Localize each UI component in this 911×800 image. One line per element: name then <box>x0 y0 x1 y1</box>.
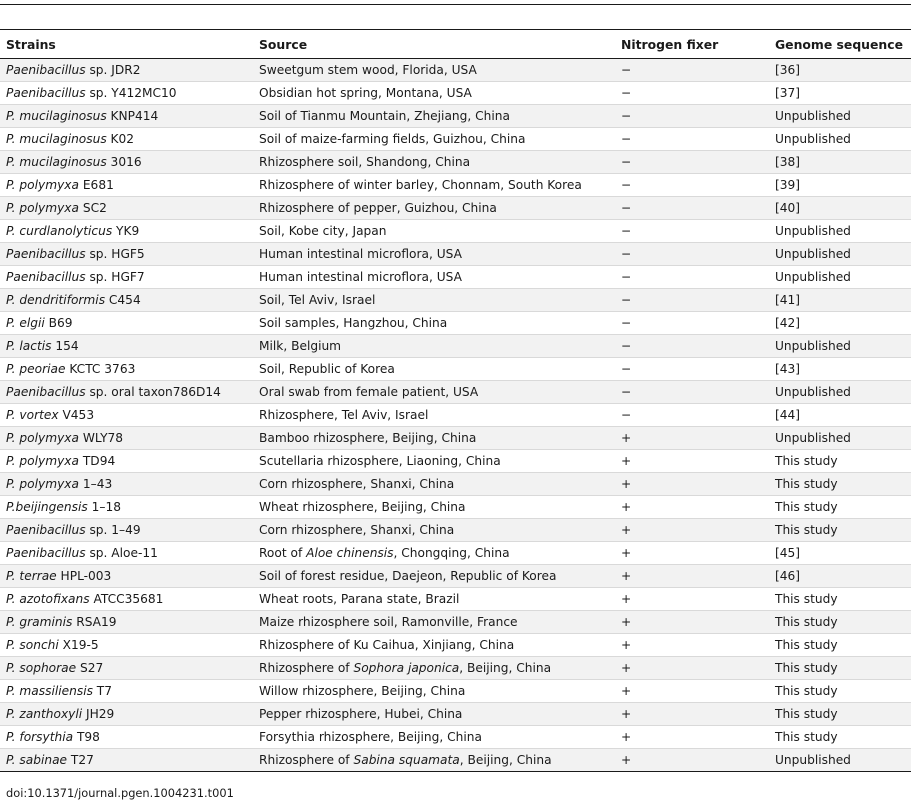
genome-sequence-cell: Unpublished <box>769 243 911 266</box>
strain-cell <box>0 703 253 726</box>
strain-species-name: P. sonchi <box>6 638 59 652</box>
source-cell <box>253 565 615 588</box>
source-text: Sweetgum stem wood, Florida, USA <box>259 63 477 77</box>
genome-sequence-cell: [38] <box>769 151 911 174</box>
table-row <box>0 82 911 105</box>
source-cell <box>253 542 615 565</box>
nitrogen-fixer-cell: − <box>615 335 769 358</box>
table-row <box>0 657 911 680</box>
table-row <box>0 358 911 381</box>
source-text: Rhizosphere soil, Shandong, China <box>259 155 471 169</box>
source-text: Rhizosphere of winter barley, Chonnam, South Korea <box>259 178 582 192</box>
genome-sequence-cell: Unpublished <box>769 381 911 404</box>
table-row <box>0 427 911 450</box>
source-cell <box>253 128 615 151</box>
source-cell <box>253 243 615 266</box>
source-text: Human intestinal microflora, USA <box>259 270 462 284</box>
genome-sequence-cell: [41] <box>769 289 911 312</box>
source-text: Rhizosphere, Tel Aviv, Israel <box>259 408 429 422</box>
source-text: Scutellaria rhizosphere, Liaoning, China <box>259 454 501 468</box>
strain-cell <box>0 565 253 588</box>
source-cell <box>253 657 615 680</box>
table-row <box>0 128 911 151</box>
source-text: Obsidian hot spring, Montana, USA <box>259 86 472 100</box>
strain-species-name: P.beijingensis <box>6 500 88 514</box>
source-cell <box>253 404 615 427</box>
source-text: Rhizosphere of <box>259 661 354 675</box>
strain-designation: K02 <box>106 132 135 146</box>
genome-sequence-cell: [43] <box>775 362 801 376</box>
source-cell <box>253 680 615 703</box>
nitrogen-fixer-cell: + <box>615 473 769 496</box>
header-source: Source <box>253 30 615 59</box>
strain-designation: SC2 <box>78 201 107 215</box>
genome-sequence-cell: [37] <box>775 86 801 100</box>
strain-species-name: P. sabinae <box>6 753 68 767</box>
source-cell <box>253 703 615 726</box>
table-row <box>0 496 911 519</box>
table-row <box>0 174 911 197</box>
source-text: Pepper rhizosphere, Hubei, China <box>259 707 463 721</box>
source-text: , Chongqing, China <box>393 546 510 560</box>
nitrogen-fixer-cell: − <box>615 243 769 266</box>
strain-designation: E681 <box>78 178 114 192</box>
strain-cell <box>0 289 253 312</box>
strain-designation: sp. oral taxon786D14 <box>85 385 221 399</box>
source-text: Oral swab from female patient, USA <box>259 385 479 399</box>
strain-designation: JH29 <box>82 707 115 721</box>
source-cell <box>253 174 615 197</box>
source-text: Corn rhizosphere, Shanxi, China <box>259 523 455 537</box>
strain-designation: X19-5 <box>58 638 99 652</box>
nitrogen-fixer-cell: − <box>621 408 632 422</box>
header-strains: Strains <box>0 30 253 59</box>
source-cell <box>253 588 615 611</box>
genome-sequence-cell: [40] <box>769 197 911 220</box>
table-row <box>0 680 911 703</box>
source-text: Wheat roots, Parana state, Brazil <box>259 592 460 606</box>
source-cell <box>253 312 615 335</box>
strain-designation: S27 <box>76 661 104 675</box>
genome-sequence-cell: This study <box>775 500 838 514</box>
table-row <box>0 312 911 335</box>
nitrogen-fixer-cell: − <box>621 316 632 330</box>
source-cell <box>253 220 615 243</box>
strain-species-name: P. elgii <box>6 316 45 330</box>
strain-cell <box>0 473 253 496</box>
strain-cell <box>0 749 253 772</box>
source-text: Forsythia rhizosphere, Beijing, China <box>259 730 482 744</box>
table-row <box>0 726 911 749</box>
genome-sequence-cell: This study <box>775 592 838 606</box>
strain-cell <box>0 82 253 105</box>
genome-sequence-cell: This study <box>775 454 838 468</box>
strain-designation: HPL-003 <box>56 569 112 583</box>
source-text: Wheat rhizosphere, Beijing, China <box>259 500 466 514</box>
strain-species-name: P. vortex <box>6 408 59 422</box>
genome-sequence-cell: This study <box>775 730 838 744</box>
source-text: Milk, Belgium <box>259 339 342 353</box>
source-text: Soil of Tianmu Mountain, Zhejiang, China <box>259 109 510 123</box>
strain-designation: 3016 <box>106 155 142 169</box>
strain-designation: sp. Aloe-11 <box>85 546 158 560</box>
source-cell <box>253 59 615 82</box>
source-cell <box>253 335 615 358</box>
genome-sequence-cell: Unpublished <box>769 427 911 450</box>
table-row <box>0 59 911 82</box>
source-text: Soil of maize-farming fields, Guizhou, China <box>259 132 526 146</box>
source-text: Soil, Kobe city, Japan <box>259 224 387 238</box>
table-row <box>0 519 911 542</box>
strain-cell <box>0 450 253 473</box>
genome-sequence-cell: This study <box>775 638 838 652</box>
table-row <box>0 588 911 611</box>
genome-sequence-cell: [39] <box>775 178 801 192</box>
strain-cell <box>0 174 253 197</box>
source-text: Rhizosphere of <box>259 753 354 767</box>
source-cell <box>253 450 615 473</box>
strain-cell <box>0 726 253 749</box>
source-text: Maize rhizosphere soil, Ramonville, France <box>259 615 518 629</box>
top-rule <box>0 4 911 5</box>
source-cell <box>253 151 615 174</box>
nitrogen-fixer-cell: − <box>615 105 769 128</box>
table-row <box>0 289 911 312</box>
strain-designation: KCTC 3763 <box>65 362 136 376</box>
table-row <box>0 450 911 473</box>
genome-sequence-cell: [46] <box>769 565 911 588</box>
strain-species-name: P. polymyxa <box>6 201 79 215</box>
table-row <box>0 565 911 588</box>
source-species-name: Sophora japonica <box>353 661 460 675</box>
strain-cell <box>0 404 253 427</box>
table-row <box>0 703 911 726</box>
strain-designation: B69 <box>44 316 73 330</box>
nitrogen-fixer-cell: + <box>621 546 632 560</box>
strain-cell <box>0 381 253 404</box>
nitrogen-fixer-cell: + <box>621 730 632 744</box>
genome-sequence-cell: This study <box>769 519 911 542</box>
strain-cell <box>0 657 253 680</box>
source-cell <box>253 266 615 289</box>
strain-cell <box>0 496 253 519</box>
strain-species-name: Paenibacillus <box>6 385 86 399</box>
strain-cell <box>0 243 253 266</box>
genome-sequence-cell: [42] <box>775 316 801 330</box>
strain-designation: WLY78 <box>78 431 124 445</box>
strain-species-name: Paenibacillus <box>6 270 86 284</box>
source-text: Rhizosphere of pepper, Guizhou, China <box>259 201 497 215</box>
nitrogen-fixer-cell: − <box>621 132 632 146</box>
strain-cell <box>0 151 253 174</box>
strain-species-name: P. mucilaginosus <box>6 132 107 146</box>
source-text: Rhizosphere of Ku Caihua, Xinjiang, China <box>259 638 515 652</box>
nitrogen-fixer-cell: + <box>615 519 769 542</box>
nitrogen-fixer-cell: + <box>615 749 769 772</box>
nitrogen-fixer-cell: − <box>621 178 632 192</box>
table-header <box>0 30 911 59</box>
nitrogen-fixer-cell: + <box>615 427 769 450</box>
strain-species-name: P. sophorae <box>6 661 77 675</box>
genome-sequence-cell: Unpublished <box>769 335 911 358</box>
genome-sequence-cell: [36] <box>769 59 911 82</box>
source-text: Human intestinal microflora, USA <box>259 247 462 261</box>
strain-species-name: P. zanthoxyli <box>6 707 83 721</box>
source-cell <box>253 358 615 381</box>
table-row <box>0 197 911 220</box>
table-row <box>0 611 911 634</box>
table-body <box>0 59 911 772</box>
strain-designation: T98 <box>73 730 100 744</box>
genome-sequence-cell: Unpublished <box>769 749 911 772</box>
strain-species-name: P. terrae <box>6 569 57 583</box>
strain-designation: sp. HGF5 <box>85 247 145 261</box>
genome-sequence-cell: Unpublished <box>775 224 851 238</box>
table-row <box>0 151 911 174</box>
strain-designation: C454 <box>105 293 141 307</box>
strain-cell <box>0 634 253 657</box>
strain-designation: 154 <box>51 339 79 353</box>
source-cell <box>253 473 615 496</box>
strain-species-name: P. azotofixans <box>6 592 90 606</box>
source-cell <box>253 519 615 542</box>
strain-species-name: P. massiliensis <box>6 684 93 698</box>
strain-species-name: P. curdlanolyticus <box>6 224 113 238</box>
nitrogen-fixer-cell: − <box>615 289 769 312</box>
source-cell <box>253 634 615 657</box>
source-cell <box>253 197 615 220</box>
strain-species-name: Paenibacillus <box>6 86 86 100</box>
nitrogen-fixer-cell: + <box>621 684 632 698</box>
table-row <box>0 381 911 404</box>
strain-species-name: P. polymyxa <box>6 477 79 491</box>
strain-designation: KNP414 <box>106 109 159 123</box>
strain-cell <box>0 588 253 611</box>
nitrogen-fixer-cell: + <box>615 565 769 588</box>
table-row <box>0 473 911 496</box>
strain-species-name: P. mucilaginosus <box>6 109 107 123</box>
header-row <box>0 30 911 59</box>
source-text: Willow rhizosphere, Beijing, China <box>259 684 466 698</box>
nitrogen-fixer-cell: + <box>621 592 632 606</box>
source-species-name: Sabina squamata <box>353 753 460 767</box>
nitrogen-fixer-cell: − <box>615 59 769 82</box>
strain-designation: YK9 <box>112 224 140 238</box>
strain-species-name: P. forsythia <box>6 730 74 744</box>
table-row <box>0 542 911 565</box>
source-cell <box>253 82 615 105</box>
strain-cell <box>0 427 253 450</box>
strain-species-name: Paenibacillus <box>6 247 86 261</box>
nitrogen-fixer-cell: + <box>615 657 769 680</box>
source-cell <box>253 726 615 749</box>
genome-sequence-cell: Unpublished <box>775 270 851 284</box>
source-cell <box>253 611 615 634</box>
strain-cell <box>0 358 253 381</box>
table-row <box>0 634 911 657</box>
nitrogen-fixer-cell: − <box>621 86 632 100</box>
strain-designation: T27 <box>67 753 94 767</box>
source-cell <box>253 427 615 450</box>
genome-sequence-cell: This study <box>769 703 911 726</box>
strain-cell <box>0 335 253 358</box>
strain-species-name: P. polymyxa <box>6 431 79 445</box>
nitrogen-fixer-cell: + <box>621 500 632 514</box>
strain-species-name: Paenibacillus <box>6 546 86 560</box>
table-row <box>0 404 911 427</box>
source-text: , Beijing, China <box>459 661 552 675</box>
nitrogen-fixer-cell: + <box>621 638 632 652</box>
table-row <box>0 220 911 243</box>
strain-cell <box>0 266 253 289</box>
nitrogen-fixer-cell: − <box>615 197 769 220</box>
source-cell <box>253 105 615 128</box>
source-text: Soil, Republic of Korea <box>259 362 395 376</box>
strain-cell <box>0 128 253 151</box>
nitrogen-fixer-cell: − <box>621 362 632 376</box>
strain-species-name: Paenibacillus <box>6 63 86 77</box>
strain-cell <box>0 197 253 220</box>
genome-sequence-cell: This study <box>769 473 911 496</box>
genome-sequence-cell: [44] <box>775 408 801 422</box>
strain-designation: TD94 <box>78 454 116 468</box>
strain-species-name: P. lactis <box>6 339 52 353</box>
source-cell <box>253 749 615 772</box>
table-row <box>0 105 911 128</box>
source-species-name: Aloe chinensis <box>306 546 394 560</box>
strain-cell <box>0 312 253 335</box>
strain-cell <box>0 105 253 128</box>
source-text: Corn rhizosphere, Shanxi, China <box>259 477 455 491</box>
source-text: , Beijing, China <box>459 753 552 767</box>
nitrogen-fixer-cell: + <box>615 611 769 634</box>
strain-designation: 1–43 <box>78 477 113 491</box>
strain-designation: ATCC35681 <box>89 592 164 606</box>
genome-sequence-cell: Unpublished <box>769 105 911 128</box>
header-genome-sequence: Genome sequence <box>769 30 911 59</box>
genome-sequence-cell: Unpublished <box>775 132 851 146</box>
nitrogen-fixer-cell: + <box>621 454 632 468</box>
strain-designation: sp. HGF7 <box>85 270 145 284</box>
source-text: Bamboo rhizosphere, Beijing, China <box>259 431 477 445</box>
header-nitrogen-fixer: Nitrogen fixer <box>615 30 769 59</box>
strain-species-name: P. graminis <box>6 615 73 629</box>
strain-designation: V453 <box>58 408 95 422</box>
source-cell <box>253 289 615 312</box>
nitrogen-fixer-cell: − <box>621 270 632 284</box>
nitrogen-fixer-cell: − <box>621 224 632 238</box>
strain-designation: T7 <box>92 684 113 698</box>
strain-cell <box>0 542 253 565</box>
strain-cell <box>0 611 253 634</box>
strain-species-name: P. dendritiformis <box>6 293 106 307</box>
table-row <box>0 335 911 358</box>
genome-sequence-cell: This study <box>769 611 911 634</box>
table-row <box>0 749 911 772</box>
source-text: Soil samples, Hangzhou, China <box>259 316 448 330</box>
nitrogen-fixer-cell: + <box>615 703 769 726</box>
strain-designation: sp. Y412MC10 <box>85 86 177 100</box>
strain-cell <box>0 59 253 82</box>
source-text: Root of <box>259 546 307 560</box>
strain-cell <box>0 519 253 542</box>
genome-sequence-cell: This study <box>769 657 911 680</box>
strain-designation: 1–18 <box>87 500 121 514</box>
source-cell <box>253 381 615 404</box>
strain-species-name: Paenibacillus <box>6 523 86 537</box>
strain-designation: sp. JDR2 <box>85 63 141 77</box>
table-row <box>0 243 911 266</box>
genome-sequence-cell: [45] <box>775 546 801 560</box>
nitrogen-fixer-cell: − <box>615 381 769 404</box>
table-row <box>0 266 911 289</box>
strain-designation: RSA19 <box>72 615 117 629</box>
source-cell <box>253 496 615 519</box>
strain-cell <box>0 680 253 703</box>
strain-species-name: P. polymyxa <box>6 454 79 468</box>
strain-species-name: P. mucilaginosus <box>6 155 107 169</box>
strain-species-name: P. peoriae <box>6 362 66 376</box>
strain-cell <box>0 220 253 243</box>
source-text: Soil, Tel Aviv, Israel <box>259 293 376 307</box>
strain-species-name: P. polymyxa <box>6 178 79 192</box>
source-text: Soil of forest residue, Daejeon, Republic of Korea <box>259 569 557 583</box>
genome-sequence-cell: This study <box>775 684 838 698</box>
strain-designation: sp. 1–49 <box>85 523 141 537</box>
nitrogen-fixer-cell: − <box>615 151 769 174</box>
strains-table <box>0 29 911 772</box>
doi-caption: doi:10.1371/journal.pgen.1004231.t001 <box>6 786 234 800</box>
